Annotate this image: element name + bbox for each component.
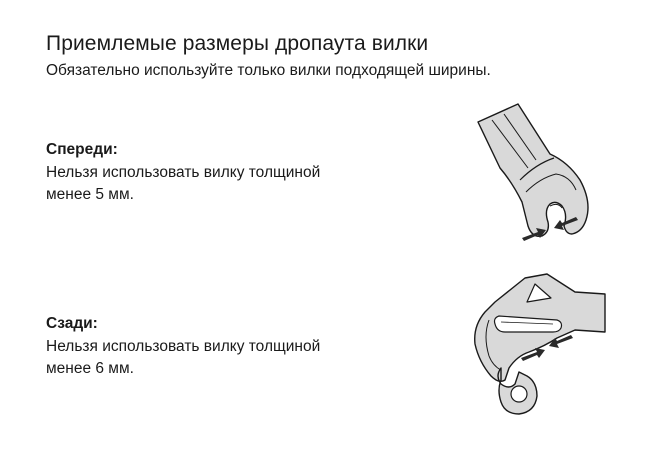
rear-heading: Сзади:	[46, 315, 98, 332]
page-subtitle: Обязательно используйте только вилки подходящей ширины.	[46, 62, 491, 79]
rear-text: Нельзя использовать вилку толщиной менее 6 мм.	[46, 338, 321, 377]
front-heading: Спереди:	[46, 141, 118, 158]
front-section	[46, 140, 406, 206]
front-fork-dropout-illustration	[470, 102, 620, 252]
page-title: Приемлемые размеры дропаута вилки	[46, 32, 429, 55]
rear-section	[46, 314, 406, 380]
front-text: Нельзя использовать вилку толщиной менее 5 мм.	[46, 164, 321, 203]
rear-dropout-illustration	[465, 272, 615, 422]
